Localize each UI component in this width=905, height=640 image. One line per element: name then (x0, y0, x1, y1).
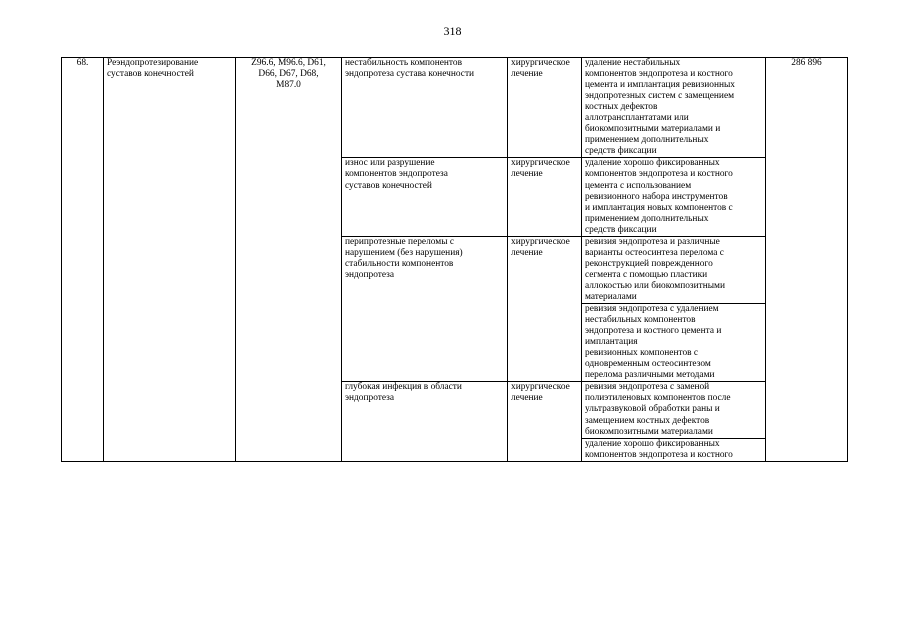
procedure-name-cell (104, 58, 236, 462)
text-line: компонентов эндопротеза и костного (585, 449, 733, 460)
text-line: ревизионного набора инструментов (585, 191, 728, 202)
text-line: лечение (511, 247, 543, 258)
treatment-method-cell (582, 58, 766, 158)
text-line: хирургическое (511, 236, 570, 247)
text-line: суставов конечностей (107, 69, 194, 80)
text-line: ревизия эндопротеза с удалением (585, 304, 719, 315)
text-line: ревизия эндопротеза и различные (585, 236, 720, 247)
treatment-type-cell (508, 382, 582, 461)
table-body (62, 58, 848, 462)
text-line: лечение (511, 169, 543, 180)
text-line: хирургическое (511, 382, 570, 393)
text-line: замещением костных дефектов (585, 415, 710, 426)
text-line: эндопротеза сустава конечности (345, 69, 475, 80)
treatment-method-cell (582, 438, 766, 461)
text-line: одновременным остеосинтезом (585, 359, 711, 370)
row-number-cell (62, 58, 104, 462)
text-line: материалами (585, 291, 637, 302)
text-line: хирургическое (511, 58, 570, 68)
text-line: перипротезные переломы с (345, 236, 454, 247)
text-line: аллотрансплантатами или (585, 113, 689, 124)
treatment-type-cell (508, 236, 582, 382)
text-line: перелома различными методами (585, 370, 715, 381)
treatment-method-cell (582, 304, 766, 382)
text-line: глубокая инфекция в области (345, 382, 462, 393)
text-line: аллокостью или биокомпозитными (585, 280, 726, 291)
text-line: эндопротеза и костного цемента и (585, 326, 722, 337)
text-line: лечение (511, 393, 543, 404)
treatment-method-cell (582, 236, 766, 303)
diagnosis-codes-cell (236, 58, 342, 462)
text-line: применением дополнительных (585, 213, 709, 224)
text-line: цемента и имплантация ревизионных (585, 80, 735, 91)
text-line: средств фиксации (585, 146, 657, 157)
condition-cell (342, 236, 508, 382)
text-line: удаление хорошо фиксированных (585, 438, 720, 449)
text-line: Реэндопротезирование (107, 58, 199, 68)
text-line: эндопротеза (345, 393, 395, 404)
table-row (62, 58, 848, 158)
text-line: удаление нестабильных (585, 58, 681, 68)
condition-cell (342, 158, 508, 236)
text-line: и имплантация новых компонентов с (585, 202, 733, 213)
text-line: цемента с использованием (585, 180, 692, 191)
treatment-type-cell (508, 158, 582, 236)
text-line: варианты остеосинтеза перелома с (585, 247, 724, 258)
text-line: удаление хорошо фиксированных (585, 158, 720, 169)
cost-cell (766, 58, 848, 462)
text-line: компонентов эндопротеза и костного (585, 69, 733, 80)
medical-care-table (61, 57, 848, 462)
text-line: ревизия эндопротеза с заменой (585, 382, 710, 393)
text-line: износ или разрушение (345, 158, 435, 169)
text-line: нестабильность компонентов (345, 58, 463, 68)
text-line: биокомпозитными материалами и (585, 124, 721, 135)
text-line: эндопротезных систем с замещением (585, 91, 735, 102)
text-line: M87.0 (276, 80, 301, 91)
text-line: применением дополнительных (585, 135, 709, 146)
text-line: компонентов эндопротеза и костного (585, 169, 733, 180)
text-line: биокомпозитными материалами (585, 426, 713, 437)
condition-cell (342, 58, 508, 158)
text-line: Z96.6, M96.6, D61, (251, 58, 326, 68)
text-line: сегмента с помощью пластики (585, 269, 708, 280)
condition-cell (342, 382, 508, 461)
text-line: D66, D67, D68, (258, 69, 319, 80)
row-number: 68. (76, 58, 89, 68)
text-line: полиэтиленовых компонентов после (585, 393, 731, 404)
page-number: 318 (443, 24, 462, 38)
text-line: имплантация (585, 337, 638, 348)
treatment-type-cell (508, 58, 582, 158)
text-line: ревизионных компонентов с (585, 348, 699, 359)
text-line: нарушением (без нарушения) (345, 247, 463, 258)
text-line: костных дефектов (585, 102, 658, 113)
treatment-method-cell (582, 382, 766, 438)
text-line: ультразвуковой обработки раны и (585, 404, 720, 415)
text-line: реконструкцией поврежденного (585, 258, 713, 269)
text-line: средств фиксации (585, 224, 657, 235)
treatment-method-cell (582, 158, 766, 236)
text-line: компонентов эндопротеза (345, 169, 448, 180)
cost-value: 286 896 (791, 58, 822, 68)
text-line: лечение (511, 69, 543, 80)
text-line: эндопротеза (345, 269, 395, 280)
text-line: хирургическое (511, 158, 570, 169)
text-line: нестабильных компонентов (585, 315, 696, 326)
text-line: суставов конечностей (345, 180, 432, 191)
text-line: стабильности компонентов (345, 258, 454, 269)
